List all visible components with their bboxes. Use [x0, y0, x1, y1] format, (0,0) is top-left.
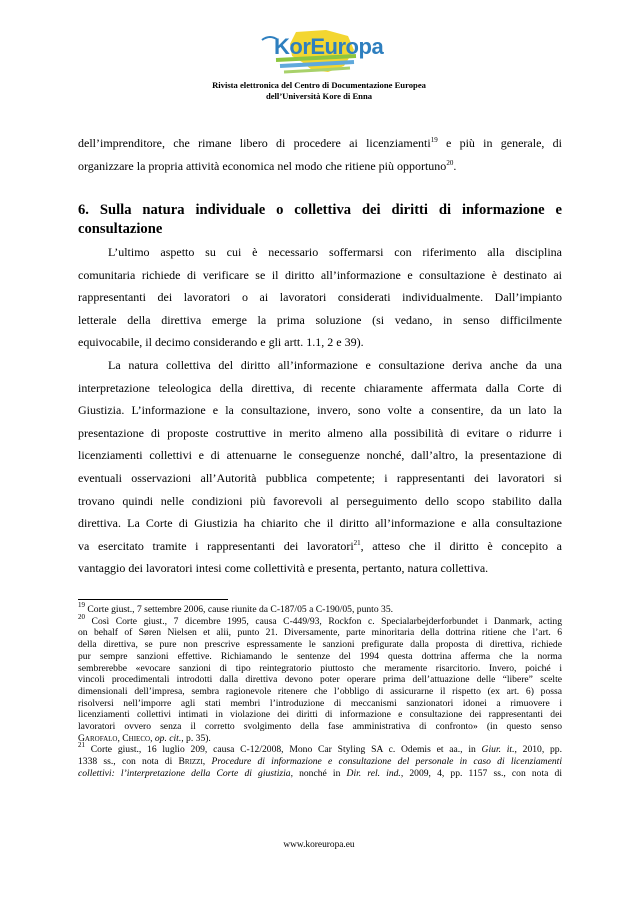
- journal-title: Rivista elettronica del Centro di Documentazione Europea: [212, 80, 426, 90]
- footnote-20: $^{20}$ Così Corte giust., 7 dicembre 1995, causa C-449/93, Rockfon c. Specialarbejderforbundet i Danmark, acting: [78, 612, 562, 627]
- koreuropa-logo: [256, 26, 384, 78]
- footnote-21: $^{21}$ Corte giust., 16 luglio 209, causa C-12/2008, Mono Car Styling SA c. Odemis et aa., in Giur. it., 2010, pp.: [78, 741, 562, 756]
- logo-text: KorEuropa: [274, 34, 384, 59]
- section-heading: 6. Sulla natura individuale o collettiva dei diritti di informazione e consultazione: [78, 202, 562, 237]
- footer-url[interactable]: www.koreuropa.eu: [283, 840, 355, 850]
- footnote-separator: [78, 599, 228, 600]
- footnote-ref-21[interactable]: 21: [353, 538, 361, 547]
- footnote-ref-20[interactable]: 20: [446, 158, 454, 167]
- paragraph-1: L’ultimo aspetto su cui è necessario soffermarsi con riferimento alla disciplina comunitaria richiede di verificare se il diritto all’informazione e consultazione è destinato ai rappresentanti dei lavoratori o ai lavoratori considerati individualmente. Dall’impianto letterale della direttiva emerge la prima soluzione (si vedano, in senso difficilmente equivocabile, il decimo considerando e gli artt. 1.1, 2 e 39).: [78, 245, 562, 350]
- intro-paragraph: dell’imprenditore, che rimane libero di procedere ai licenziamenti$^{19}$ e più in generale, di organizzare la propria attività economica nel modo che ritiene più opportuno$^{20}$.: [78, 136, 563, 173]
- footnotes: $^{19}$ Corte giust., 7 settembre 2006, cause riunite da C-187/05 a C-190/05, punto 35. $^{20}$ Così Corte giust., 7 dicembre 1995, causa C-449/93, Rockfon c. Specialarbejderforbundet i Danmark, acting on behalf of Søren Nielsen et alii, punto 21. Diversamente, parte minoritaria della dottrina ritiene che l’art. 6 della direttiva, se pure non prescrive espressamente le sanzioni prefigurate dalla proposta di direttiva, richiede pur sempre sanzioni effettive. Richiamando le sentenze del 1994 questa dottrina afferma che la norma sembrerebbe «evocare sanzioni di tipo reintegratorio piuttosto che meramente risarcitorio. Invero, poiché i vincoli procedimentali introdotti dalla direttiva devono poter operare prima dell’attuazione delle “libere” scelte dimensionali dell’impresa, sembra ragionevole ritenere che l’obbligo di assicurarne il rispetto (ex art. 6) possa risolversi nell’imporre agli stati membri l’introduzione di meccanismi sanzionatori idonei a rimuovere i licenziamenti collettivi intimati in violazione dei diritti di informazione e consultazione dei rappresentanti dei lavoratori ovvero senza il corretto svolgimento della fase amministrativa di confronto» (in questo senso Garofalo, Chieco, op. cit., p. 35). $^{21}$ Corte giust., 16 luglio 209, causa C-12/2008, Mono Car Styling SA c. Odemis et aa., in Giur. it., 2010, pp. 1338 ss., con nota di Brizzi, Procedure di informazione e consultazione del personale in caso di licenziamenti collettivi: l’interpretazione della Corte di giustizia, nonché in Dir. rel. ind., 2009, 4, pp. 1157 ss., con nota di: [78, 601, 563, 779]
- journal-subtitle: dell’Università Kore di Enna: [265, 91, 373, 101]
- footnote-19: $^{19}$ Corte giust., 7 settembre 2006, cause riunite da C-187/05 a C-190/05, punto 35.: [78, 601, 394, 615]
- paragraph-2: La natura collettiva del diritto all’informazione e consultazione deriva anche da una interpretazione teleologica della direttiva, di recente chiaramente affermata dalla Corte di Giustizia. L’informazione e la consultazione, invero, sono volte a consentire, da un lato la presentazione di proposte costruttive in merito almeno alla possibilità di evitare o ridurre i licenziamenti collettivi e di attenuarne le conseguenze nonché, dall’altro, la presentazione di eventuali osservazioni all’Autorità pubblica competente; i rappresentanti dei lavoratori si trovano quindi nelle condizioni più favorevoli al perseguimento dello scopo stabilito dalla direttiva. La Corte di Giustizia ha chiarito che il diritto all’informazione e alla consultazione va esercitato tramite i rappresentanti dei lavoratori$^{21}$, atteso che il diritto è concepito a vantaggio dei lavoratori intesi come collettività e presenta, pertanto, natura collettiva.: [78, 358, 562, 576]
- footnote-ref-19[interactable]: 19: [430, 136, 438, 144]
